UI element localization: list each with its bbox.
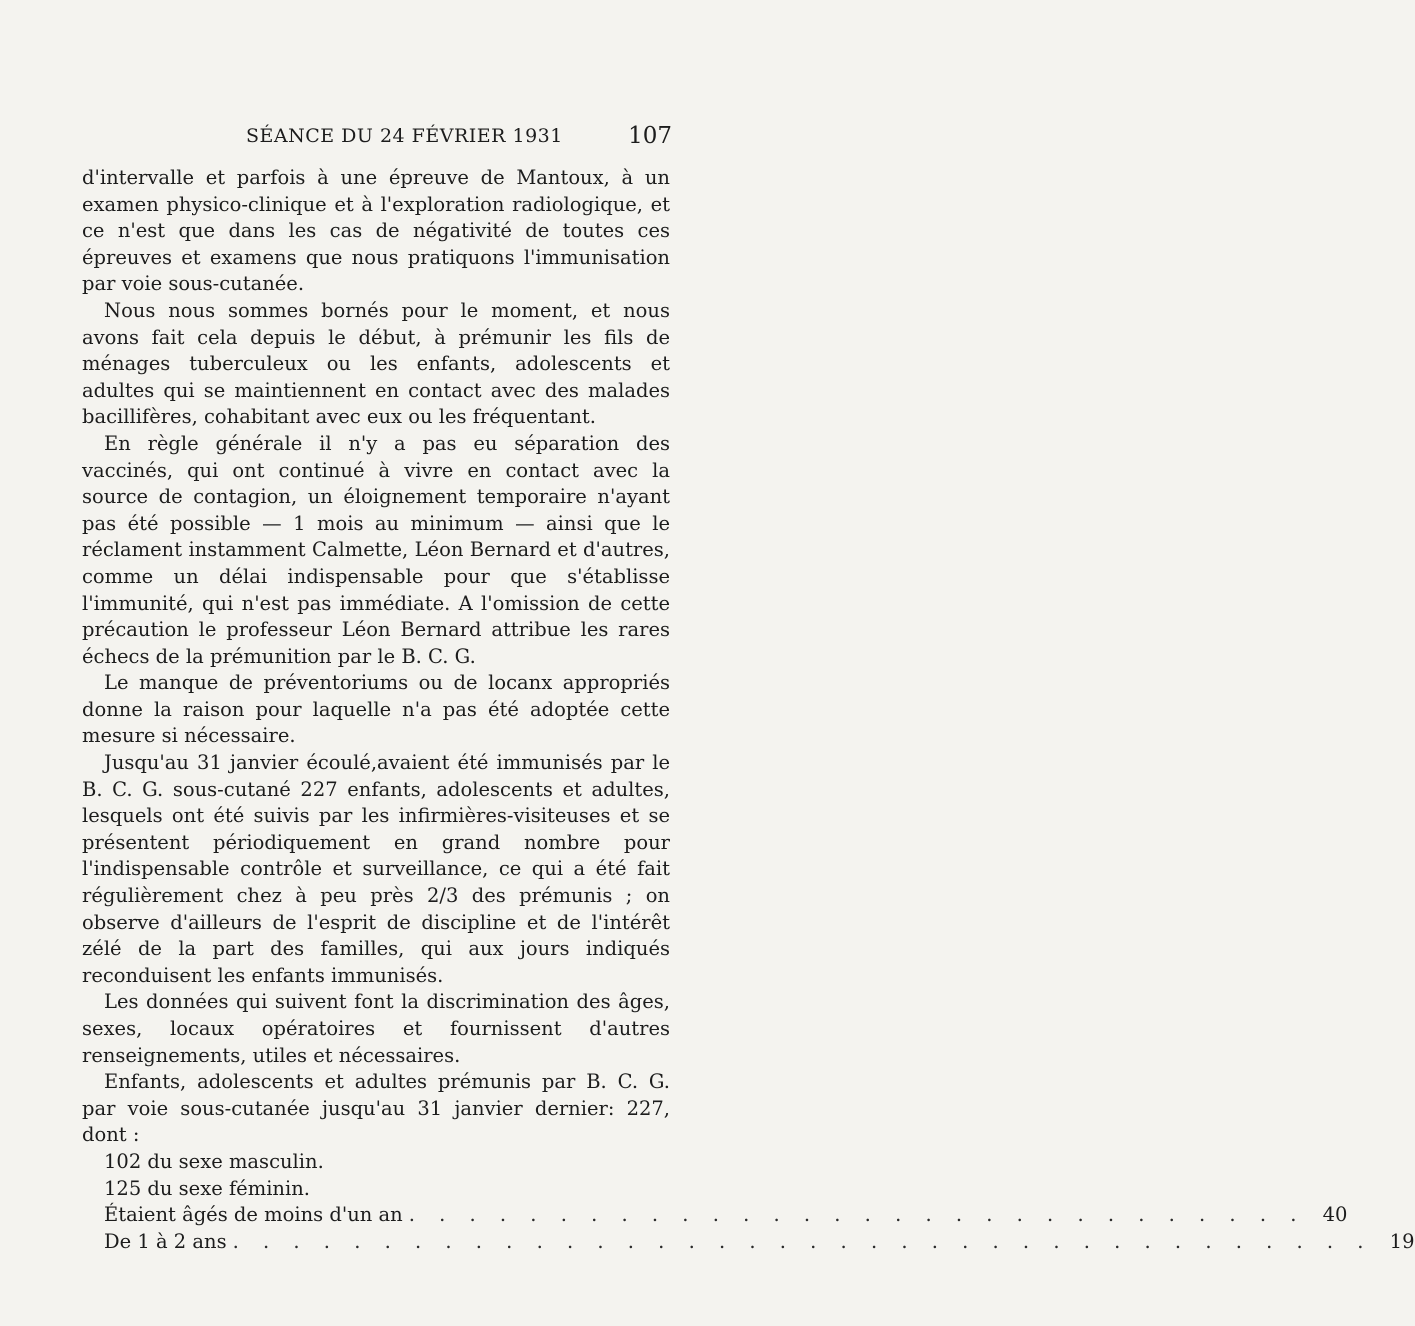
- paragraph: Nous nous sommes bornés pour le moment, et nous avons fait cela depuis le début, à prémunir les fils de ménages tuberculeux ou les enfants, adolescents et adultes qui se maintiennent en contact avec des malades bacillifères, cohabitant avec eux ou les fréquentant.: [82, 298, 670, 429]
- age-row-value: 40: [1322, 1203, 1348, 1227]
- age-row: [82, 1229, 1415, 1256]
- paragraph: Enfants, adolescents et adultes prémunis par B. C. G. par voie sous-cutanée jusqu'au 31 janvier dernier: 227, dont :: [82, 1070, 670, 1147]
- list-item: 102 du sexe masculin.: [104, 1149, 324, 1173]
- age-row-value: 19: [1389, 1229, 1415, 1253]
- running-head: SÉANCE DU 24 FÉVRIER 1931: [246, 125, 563, 147]
- list-item: 125 du sexe féminin.: [104, 1176, 310, 1200]
- dot-leader: . . . . . . . . . . . . . . . . . . . . . . . . . . . . . .: [408, 1203, 1306, 1227]
- page-header: [0, 125, 800, 159]
- paragraph: Le manque de préventoriums ou de locanx appropriés donne la raison pour laquelle n'a pas été adoptée cette mesure si nécessaire.: [82, 671, 670, 748]
- body-text: [82, 165, 1415, 1255]
- age-row-label: Étaient âgés de moins d'un an: [104, 1203, 403, 1227]
- page-number: 107: [628, 123, 672, 149]
- paragraph: d'intervalle et parfois à une épreuve de Mantoux, à un examen physico-clinique et à l'exploration radiologique, et ce n'est que dans les cas de négativité de toutes ces épreuves et examens que nous pratiquons l'immunisation par voie sous-cutanée.: [82, 166, 670, 296]
- paragraph: Les données qui suivent font la discrimination des âges, sexes, locaux opératoires et fournissent d'autres renseignements, utiles et nécessaires.: [82, 990, 670, 1067]
- age-row: [82, 1202, 1348, 1229]
- paragraph: En règle générale il n'y a pas eu séparation des vaccinés, qui ont continué à vivre en contact avec la source de contagion, un éloignement temporaire n'ayant pas été possible — 1 mois au minimum — ainsi que le réclament instamment Calmette, Léon Bernard et d'autres, comme un délai indispensable pour que s'établisse l'immunité, qui n'est pas immédiate. A l'omission de cette précaution le professeur Léon Bernard attribue les rares échecs de la prémunition par le B. C. G.: [82, 431, 670, 668]
- dot-leader: . . . . . . . . . . . . . . . . . . . . . . . . . . . . . . . . . . . . . .: [232, 1229, 1373, 1253]
- paragraph: Jusqu'au 31 janvier écoulé,avaient été immunisés par le B. C. G. sous-cutané 227 enfants, adolescents et adultes, lesquels ont été suivis par les infirmières-visiteuses et se présentent périodiquement en grand nombre pour l'indispensable contrôle et surveillance, ce qui a été fait régulièrement chez à peu près 2/3 des prémunis ; on observe d'ailleurs de l'esprit de discipline et de l'intérêt zélé de la part des familles, qui aux jours indiqués reconduisent les enfants immunisés.: [82, 751, 670, 987]
- age-row-label: De 1 à 2 ans: [104, 1229, 227, 1253]
